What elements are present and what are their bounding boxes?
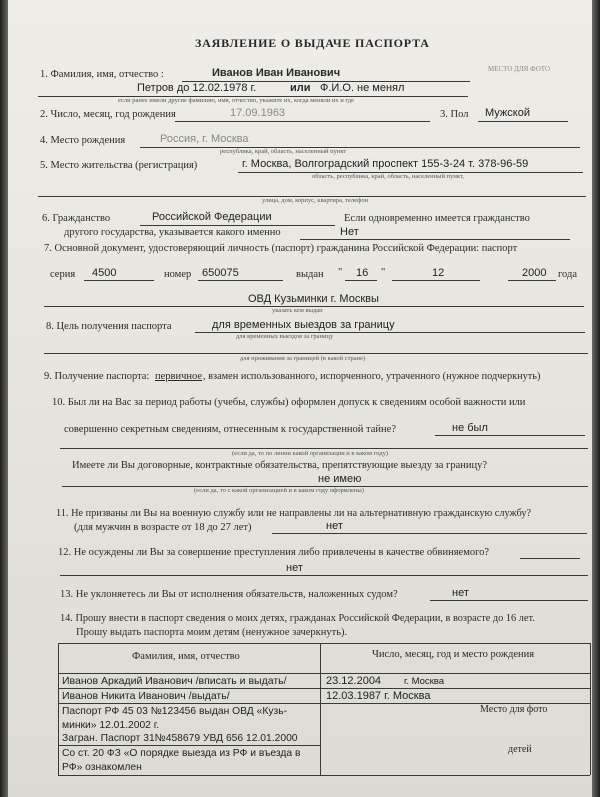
f11-q2: (для мужчин в возрасте от 18 до 27 лет) [74, 522, 252, 533]
f1-label: 1. Фамилия, имя, отчество : [40, 69, 164, 80]
f10-hint2: (если да, то с какой организацией и в каком году оформлены) [194, 487, 364, 494]
f5-value: г. Москва, Волгоградский проспект 155-3-24 т. 378-96-59 [242, 158, 529, 170]
table-header-name: Фамилия, имя, отчество [132, 651, 240, 662]
table-note-1: Паспорт РФ 45 03 №123456 выдан ОВД «Кузь- [62, 706, 288, 717]
f7-quote-open: " [338, 267, 343, 278]
f7-issuer: ОВД Кузьминки г. Москвы [248, 293, 379, 305]
f10-value2: не имею [318, 473, 362, 485]
f8-label: 8. Цель получения паспорта [46, 321, 172, 332]
child-photo-label-2: детей [508, 744, 532, 755]
f7-series-line [84, 280, 154, 281]
f6-line [140, 225, 335, 226]
f1-unchanged: Ф.И.О. не менял [320, 82, 405, 94]
table-row-2-name: Иванов Никита Иванович /выдать/ [62, 690, 230, 702]
f7-label: 7. Основной документ, удостоверяющий личность (паспорт) гражданина Российской Федерации: паспорт [44, 243, 518, 254]
f11-q1: 11. Не призваны ли Вы на военную службу или не направлены ли на альтернативную гражданскую службу? [56, 508, 532, 519]
f7-issued-label: выдан [296, 269, 324, 280]
f4-value: Россия, г. Москва [160, 133, 249, 145]
f10-line2 [60, 448, 588, 449]
f7-issuer-hint: указать кем выдан [272, 307, 323, 314]
f10-q2: совершенно секретным сведениям, отнесенным к государственной тайне? [64, 424, 396, 435]
f6-q-line [300, 239, 570, 240]
f12-line2 [60, 575, 588, 576]
f12-value: нет [286, 562, 303, 574]
f4-hint: республика, край, область, населенный пункт [220, 148, 347, 155]
f7-year-line [508, 280, 556, 281]
f6-q-value: Нет [340, 226, 359, 238]
f7-series-label: серия [50, 269, 76, 280]
f10-value: не был [452, 422, 488, 434]
f4-label: 4. Место рождения [40, 135, 126, 146]
f1-or: или [290, 82, 311, 94]
f7-month-line [392, 280, 480, 281]
f8-value: для временных выездов за границу [212, 319, 395, 331]
table-row-1-place: г. Москва [404, 676, 445, 687]
right-edge [592, 0, 600, 797]
f14-q1: 14. Прошу внести в паспорт сведения о моих детях, гражданах Российской Федерации, в возрасте до 16 лет. [60, 613, 535, 624]
f8-line2 [44, 353, 588, 354]
f7-number-line [198, 280, 283, 281]
f7-quote-close: " [381, 267, 386, 278]
f1-hint: если ранее имели другие фамилию, имя, отчество, укажите их, когда меняли их и где [118, 97, 354, 104]
f1-prev: Петров до 12.02.1978 г. [137, 82, 257, 94]
f2-line [175, 121, 430, 122]
table-note-3: Загран. Паспорт 31№458679 УВД 656 12.01.2000 [62, 733, 298, 744]
f13-value: нет [452, 587, 469, 599]
table-row-1-name: Иванов Аркадий Иванович /вписать и выдать/ [62, 675, 287, 687]
f12-line [520, 558, 580, 559]
f3-label: 3. Пол [440, 109, 469, 120]
f5-hint1: область, республика, край, область, населенный пункт, [312, 173, 464, 180]
f11-line [272, 533, 587, 534]
f10-q1: 10. Был ли на Вас за период работы (учебы, службы) оформлен допуск к сведениям особой важности или [52, 397, 526, 408]
f9-first: первичное [155, 371, 203, 382]
f8-hint1: для временных выездов за границу [236, 333, 334, 340]
f13-line [430, 600, 588, 601]
f4-line [140, 147, 580, 148]
f8-hint2: для проживания за границей (в какой стране) [240, 355, 366, 362]
f10-line [435, 435, 585, 436]
f1-value: Иванов Иван Иванович [212, 67, 341, 79]
f14-q2: Прошу выдать паспорта моим детям (ненужное зачеркнуть). [76, 627, 348, 638]
table-note-5: РФ» ознакомлен [62, 762, 142, 773]
f2-value: 17.09.1963 [230, 107, 286, 119]
table-row-1-date: 23.12.2004 [326, 675, 382, 687]
f7-year: 2000 [522, 267, 547, 279]
f6-q1: Если одновременно имеется гражданство [344, 213, 530, 224]
child-photo-label: Место для фото [480, 704, 548, 715]
f3-value: Мужской [485, 107, 530, 119]
f7-number-label: номер [164, 269, 192, 280]
f3-line [478, 121, 568, 122]
table-header-date: Число, месяц, год и место рождения [372, 649, 535, 660]
f7-year-label: года [558, 269, 577, 280]
left-edge [0, 0, 8, 797]
f6-q2: другого государства, указывается какого именно [64, 227, 281, 238]
f7-series: 4500 [92, 267, 117, 279]
form-title: ЗАЯВЛЕНИЕ О ВЫДАЧЕ ПАСПОРТА [195, 36, 430, 50]
f13-q1: 13. Не уклоняетесь ли Вы от исполнения обязательств, наложенных судом? [60, 589, 398, 600]
f5-label: 5. Место жительства (регистрация) [40, 160, 198, 171]
photo-place-top: МЕСТО ДЛЯ ФОТО [488, 65, 551, 73]
f9-rest: , взамен использованного, испорченного, утраченного (нужное подчеркнуть) [203, 371, 541, 382]
f9-label: 9. Получение паспорта: [44, 371, 150, 382]
f12-q1: 12. Не осуждены ли Вы за совершение преступления либо привлечены в качестве обвиняемого? [58, 547, 490, 558]
f6-label: 6. Гражданство [42, 213, 111, 224]
f5-hint2: улица, дом, корпус, квартира, телефон [262, 197, 369, 204]
f7-day: 16 [356, 267, 369, 279]
f7-day-line [345, 280, 377, 281]
f11-value: нет [326, 520, 343, 532]
f10-q3: Имеете ли Вы договорные, контрактные обязательства, препятствующие выезду за границу? [72, 460, 487, 471]
table-note-2: минки» 12.01.2002 г. [62, 720, 160, 731]
f7-number: 650075 [202, 267, 239, 279]
table-note-4: Со ст. 20 ФЗ «О порядке выезда из РФ и въезда в [62, 748, 301, 759]
f2-label: 2. Число, месяц, год рождения [40, 109, 176, 120]
f6-value: Российской Федерации [152, 211, 272, 223]
f10-hint: (если да, то по линии какой организации и в каком году) [232, 450, 389, 457]
f7-month: 12 [432, 267, 445, 279]
table-row-2-date: 12.03.1987 г. Москва [326, 690, 431, 702]
